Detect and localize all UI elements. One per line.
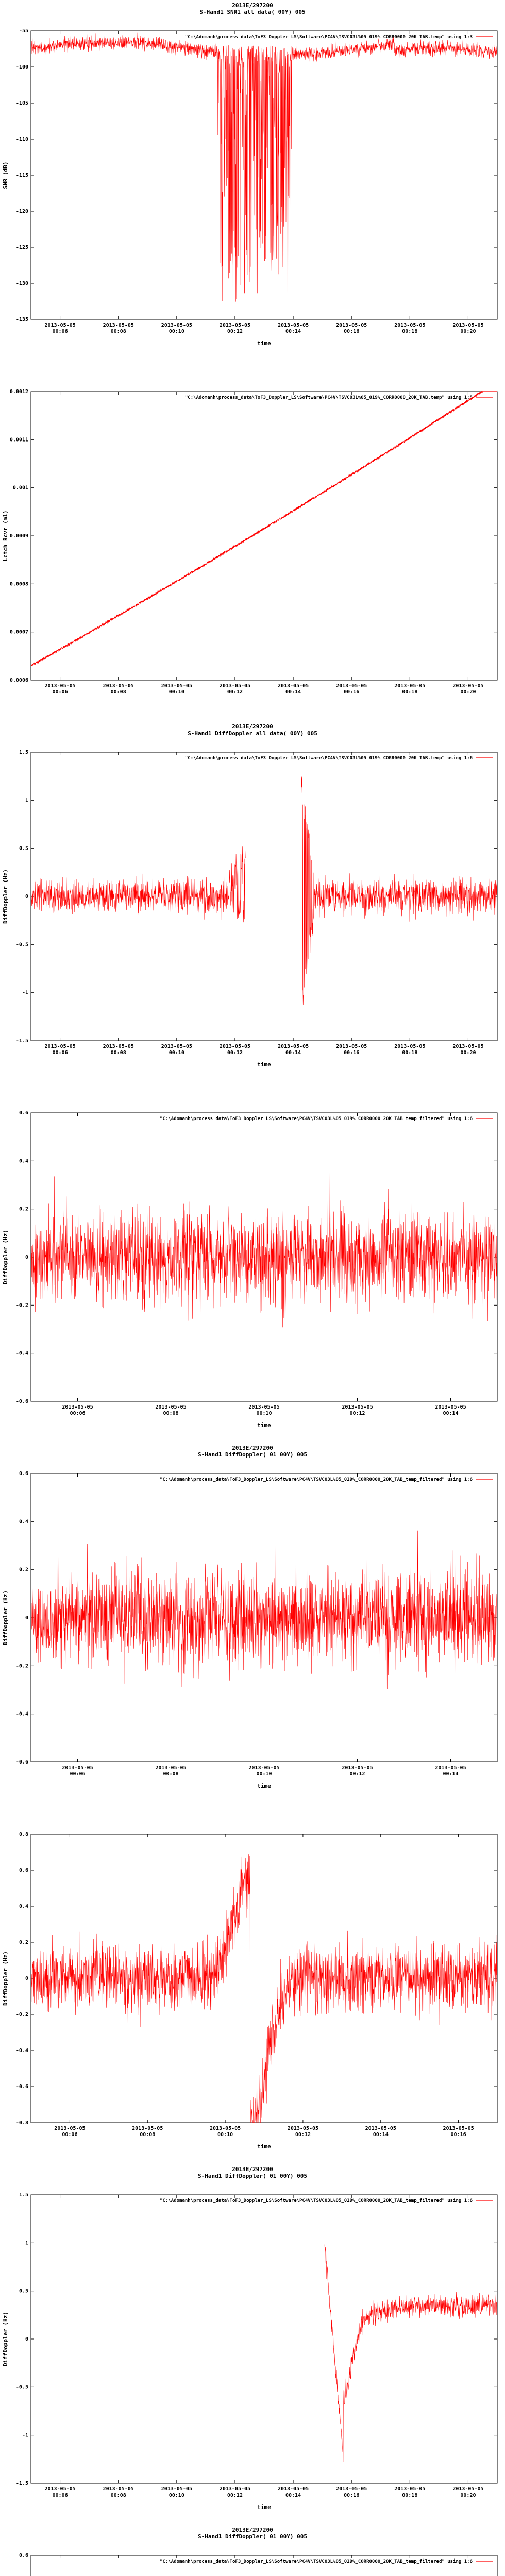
y-tick-label: 1 <box>25 798 28 804</box>
x-tick-label: 00:06 <box>62 2132 78 2138</box>
y-tick-label: -105 <box>15 100 28 106</box>
x-tick-label: 00:18 <box>402 689 418 695</box>
x-tick-label: 2013-05-05 <box>277 1044 309 1049</box>
y-axis-label: DiffDoppler (Hz) <box>2 1951 9 2006</box>
y-tick-label: -55 <box>19 28 28 34</box>
x-tick-label: 00:18 <box>402 2493 418 2498</box>
x-tick-label: 2013-05-05 <box>435 1765 466 1771</box>
y-axis-label: DiffDoppler (Hz) <box>2 1590 9 1645</box>
x-tick-label: 2013-05-05 <box>336 2486 367 2492</box>
chart-3 <box>0 721 505 1082</box>
plot-frame <box>31 2555 497 2576</box>
y-tick-label: -1 <box>22 2432 28 2438</box>
y-tick-label: 0.4 <box>19 1904 28 1909</box>
y-tick-label: 0.4 <box>19 1158 28 1164</box>
x-tick-label: 2013-05-05 <box>452 2486 484 2492</box>
x-tick-label: 2013-05-05 <box>155 1404 187 1410</box>
x-tick-label: 2013-05-05 <box>277 323 309 328</box>
x-tick-label: 00:14 <box>285 2493 301 2498</box>
x-tick-label: 2013-05-05 <box>132 2126 163 2131</box>
x-tick-label: 2013-05-05 <box>62 1404 93 1410</box>
x-tick-label: 2013-05-05 <box>248 1765 280 1771</box>
y-tick-label: -0.8 <box>15 2120 28 2126</box>
chart-title: S-Hand1 DiffDoppler( 01 00Y) 005 <box>198 2173 307 2179</box>
y-tick-label: -0.6 <box>15 1399 28 1404</box>
x-tick-label: 00:06 <box>70 1771 86 1777</box>
y-tick-label: -0.4 <box>15 1350 28 1357</box>
x-tick-label: 00:14 <box>285 689 301 695</box>
x-tick-label: 00:06 <box>70 1411 86 1416</box>
y-tick-label: 0.6 <box>19 1868 28 1873</box>
x-tick-label: 2013-05-05 <box>342 1765 373 1771</box>
y-axis-label: SNR (dB) <box>2 161 9 189</box>
y-tick-label: -100 <box>15 64 28 70</box>
series-line <box>31 33 497 302</box>
legend-label: "C:\Adomanh\process_data\ToF3_Doppler_LS\Software\PC4V\TSVC03L%05_019%_CORR0000_20K_TAB_temp_filtered" using 1:6 <box>160 2198 473 2204</box>
x-tick-label: 2013-05-05 <box>54 2126 86 2131</box>
y-tick-label: 0.6 <box>19 2553 28 2558</box>
y-tick-label: -115 <box>15 173 28 178</box>
plot-frame <box>31 2195 497 2483</box>
x-tick-label: 2013-05-05 <box>209 2126 241 2131</box>
y-tick-label: 0.2 <box>19 1206 28 1212</box>
x-tick-label: 00:08 <box>110 689 126 695</box>
y-tick-label: 0.0012 <box>9 389 28 395</box>
x-tick-label: 00:10 <box>169 2493 184 2498</box>
y-axis-label: DiffDoppler (Hz) <box>2 1230 9 1284</box>
x-tick-label: 2013-05-05 <box>365 2126 396 2131</box>
y-tick-label: -0.2 <box>15 2012 28 2018</box>
x-tick-label: 00:06 <box>52 2493 68 2498</box>
y-tick-label: -0.6 <box>15 2084 28 2090</box>
y-tick-label: -110 <box>15 137 28 142</box>
chart-title: S-Hand1 SNR1 all data( 00Y) 005 <box>199 9 306 15</box>
x-tick-label: 00:10 <box>256 1771 272 1777</box>
chart-title: 2013E/297200 <box>232 2 273 9</box>
y-tick-label: -1.5 <box>15 1038 28 1044</box>
chart-title: S-Hand1 DiffDoppler all data( 00Y) 005 <box>188 730 317 737</box>
series-line <box>31 775 497 1005</box>
legend-label: "C:\Adomanh\process_data\ToF3_Doppler_LS\Software\PC4V\TSVC03L%05_019%_CORR0000_20K_TAB_temp_filtered" using 1:6 <box>160 1116 473 1122</box>
y-tick-label: 0.5 <box>19 845 28 852</box>
y-tick-label: 0.2 <box>19 1940 28 1945</box>
x-tick-label: 00:12 <box>227 2493 243 2498</box>
x-tick-label: 00:12 <box>295 2132 311 2138</box>
y-tick-label: 0.0008 <box>9 581 28 587</box>
y-tick-label: 0 <box>25 1615 28 1621</box>
chart-title: 2013E/297200 <box>232 2527 273 2533</box>
x-tick-label: 2013-05-05 <box>394 323 426 328</box>
x-tick-label: 00:12 <box>227 329 243 334</box>
x-tick-label: 2013-05-05 <box>452 1044 484 1049</box>
x-tick-label: 2013-05-05 <box>452 323 484 328</box>
x-tick-label: 2013-05-05 <box>394 683 426 689</box>
series-line <box>31 1160 497 1338</box>
x-tick-label: 2013-05-05 <box>44 683 76 689</box>
y-tick-label: -0.2 <box>15 1663 28 1669</box>
y-tick-label: -1.5 <box>15 2481 28 2486</box>
series-line <box>31 392 497 666</box>
x-tick-label: 2013-05-05 <box>336 683 367 689</box>
y-tick-label: 0.0007 <box>9 629 28 635</box>
x-tick-label: 00:20 <box>460 329 476 334</box>
x-axis-label: time <box>257 340 271 347</box>
y-tick-label: -0.4 <box>15 2048 28 2054</box>
x-tick-label: 00:18 <box>402 1050 418 1056</box>
chart-1 <box>0 0 505 361</box>
legend-label: "C:\Adomanh\process_data\ToF3_Doppler_LS\Software\PC4V\TSVC03L%05_019%_CORR0000_20K_TAB.temp" using 1:5 <box>184 395 473 400</box>
legend-label: "C:\Adomanh\process_data\ToF3_Doppler_LS\Software\PC4V\TSVC03L%05_019%_CORR0000_20K_TAB.temp" using 1:3 <box>184 35 473 40</box>
chart-6 <box>0 1803 505 2164</box>
y-axis-label: Lctch Rcvr (m1) <box>2 510 9 562</box>
x-tick-label: 00:14 <box>373 2132 389 2138</box>
y-tick-label: 0 <box>25 1976 28 1981</box>
x-tick-label: 00:14 <box>285 329 301 334</box>
y-tick-label: 0.0006 <box>9 677 28 683</box>
y-tick-label: 0.2 <box>19 1567 28 1573</box>
x-tick-label: 00:06 <box>52 689 68 695</box>
x-tick-label: 2013-05-05 <box>277 683 309 689</box>
x-tick-label: 2013-05-05 <box>287 2126 319 2131</box>
chart-7 <box>0 2164 505 2524</box>
x-tick-label: 00:10 <box>169 1050 184 1056</box>
y-tick-label: -130 <box>15 281 28 286</box>
x-tick-label: 00:16 <box>344 2493 360 2498</box>
x-axis-label: time <box>257 2504 271 2511</box>
x-axis-label: time <box>257 2143 271 2150</box>
y-axis-label: DiffDoppler (Hz) <box>2 2312 9 2366</box>
x-tick-label: 2013-05-05 <box>219 1044 251 1049</box>
x-tick-label: 2013-05-05 <box>219 2486 251 2492</box>
series-line <box>31 1531 497 1689</box>
chart-title: S-Hand1 DiffDoppler( 01 00Y) 005 <box>198 2533 307 2540</box>
x-tick-label: 00:08 <box>110 2493 126 2498</box>
x-tick-label: 00:16 <box>450 2132 466 2138</box>
x-tick-label: 2013-05-05 <box>248 1404 280 1410</box>
x-tick-label: 2013-05-05 <box>394 1044 426 1049</box>
x-tick-label: 2013-05-05 <box>62 1765 93 1771</box>
y-tick-label: -0.6 <box>15 1759 28 1765</box>
x-tick-label: 2013-05-05 <box>155 1765 187 1771</box>
y-tick-label: 0.8 <box>19 1832 28 1837</box>
x-tick-label: 00:12 <box>227 1050 243 1056</box>
chart-title: 2013E/297200 <box>232 1445 273 1451</box>
legend-label: "C:\Adomanh\process_data\ToF3_Doppler_LS\Software\PC4V\TSVC03L%05_019%_CORR0000_20K_TAB.temp" using 1:6 <box>184 756 473 761</box>
chart-title: 2013E/297200 <box>232 723 273 730</box>
x-tick-label: 2013-05-05 <box>435 1404 466 1410</box>
x-tick-label: 00:12 <box>227 689 243 695</box>
x-tick-label: 00:14 <box>443 1771 459 1777</box>
x-tick-label: 2013-05-05 <box>336 1044 367 1049</box>
x-tick-label: 00:16 <box>344 329 360 334</box>
x-tick-label: 2013-05-05 <box>394 2486 426 2492</box>
x-tick-label: 00:10 <box>169 329 184 334</box>
y-tick-label: 0.001 <box>12 485 28 491</box>
y-axis-label: DiffDoppler (Hz) <box>2 869 9 924</box>
x-tick-label: 00:08 <box>163 1771 179 1777</box>
y-tick-label: 1 <box>25 2240 28 2246</box>
chart-4 <box>0 1082 505 1443</box>
x-axis-label: time <box>257 1061 271 1068</box>
y-tick-label: 1.5 <box>19 2192 28 2198</box>
x-tick-label: 00:20 <box>460 2493 476 2498</box>
plot-frame <box>31 392 497 680</box>
x-tick-label: 2013-05-05 <box>342 1404 373 1410</box>
x-tick-label: 00:06 <box>52 329 68 334</box>
y-tick-label: 0 <box>25 894 28 900</box>
y-tick-label: 0.0009 <box>9 533 28 539</box>
x-axis-label: time <box>257 1422 271 1429</box>
series-line <box>325 2245 497 2462</box>
x-tick-label: 2013-05-05 <box>161 2486 192 2492</box>
x-tick-label: 00:08 <box>110 329 126 334</box>
y-tick-label: 1.5 <box>19 750 28 755</box>
x-tick-label: 2013-05-05 <box>277 2486 309 2492</box>
x-tick-label: 2013-05-05 <box>103 2486 134 2492</box>
y-tick-label: 0 <box>25 1255 28 1260</box>
x-tick-label: 2013-05-05 <box>161 323 192 328</box>
chart-title: S-Hand1 DiffDoppler( 01 00Y) 005 <box>198 1451 307 1458</box>
y-tick-label: -120 <box>15 209 28 214</box>
x-tick-label: 00:12 <box>349 1411 365 1416</box>
y-tick-label: 0.6 <box>19 1110 28 1116</box>
x-tick-label: 2013-05-05 <box>219 683 251 689</box>
chart-title: 2013E/297200 <box>232 2166 273 2173</box>
y-tick-label: -0.5 <box>15 2384 28 2391</box>
y-tick-label: -135 <box>15 317 28 323</box>
y-tick-label: -125 <box>15 245 28 250</box>
chart-2 <box>0 361 505 721</box>
x-tick-label: 00:18 <box>402 329 418 334</box>
legend-label: "C:\Adomanh\process_data\ToF3_Doppler_LS\Software\PC4V\TSVC03L%05_019%_CORR0000_20K_TAB_temp_filtered" using 1:6 <box>160 2559 473 2564</box>
x-tick-label: 2013-05-05 <box>103 1044 134 1049</box>
y-tick-label: -1 <box>22 990 28 996</box>
x-tick-label: 2013-05-05 <box>44 2486 76 2492</box>
y-tick-label: 0.5 <box>19 2288 28 2294</box>
x-tick-label: 2013-05-05 <box>336 323 367 328</box>
x-tick-label: 00:12 <box>349 1771 365 1777</box>
y-tick-label: 0.0011 <box>9 437 28 443</box>
x-tick-label: 00:14 <box>285 1050 301 1056</box>
x-tick-label: 2013-05-05 <box>103 323 134 328</box>
x-tick-label: 00:20 <box>460 689 476 695</box>
chart-8 <box>0 2524 505 2576</box>
x-tick-label: 2013-05-05 <box>44 323 76 328</box>
x-tick-label: 00:08 <box>163 1411 179 1416</box>
y-tick-label: 0.6 <box>19 1471 28 1477</box>
y-tick-label: -0.5 <box>15 942 28 948</box>
y-tick-label: 0 <box>25 2336 28 2342</box>
y-tick-label: -0.4 <box>15 1711 28 1717</box>
x-tick-label: 2013-05-05 <box>219 323 251 328</box>
chart-5 <box>0 1443 505 1803</box>
y-tick-label: 0.4 <box>19 1519 28 1525</box>
x-tick-label: 00:20 <box>460 1050 476 1056</box>
x-tick-label: 2013-05-05 <box>161 1044 192 1049</box>
x-tick-label: 2013-05-05 <box>44 1044 76 1049</box>
x-tick-label: 2013-05-05 <box>103 683 134 689</box>
x-tick-label: 00:16 <box>344 1050 360 1056</box>
x-tick-label: 2013-05-05 <box>443 2126 474 2131</box>
x-tick-label: 2013-05-05 <box>452 683 484 689</box>
x-tick-label: 00:10 <box>217 2132 233 2138</box>
x-axis-label: time <box>257 1783 271 1789</box>
legend-label: "C:\Adomanh\process_data\ToF3_Doppler_LS\Software\PC4V\TSVC03L%05_019%_CORR0000_20K_TAB_temp_filtered" using 1:6 <box>160 1477 473 1482</box>
x-tick-label: 00:08 <box>110 1050 126 1056</box>
x-tick-label: 00:14 <box>443 1411 459 1416</box>
x-tick-label: 00:16 <box>344 689 360 695</box>
x-tick-label: 00:08 <box>140 2132 156 2138</box>
x-tick-label: 2013-05-05 <box>161 683 192 689</box>
x-tick-label: 00:10 <box>256 1411 272 1416</box>
x-tick-label: 00:06 <box>52 1050 68 1056</box>
x-tick-label: 00:10 <box>169 689 184 695</box>
y-tick-label: -0.2 <box>15 1302 28 1309</box>
series-line <box>31 1853 497 2123</box>
